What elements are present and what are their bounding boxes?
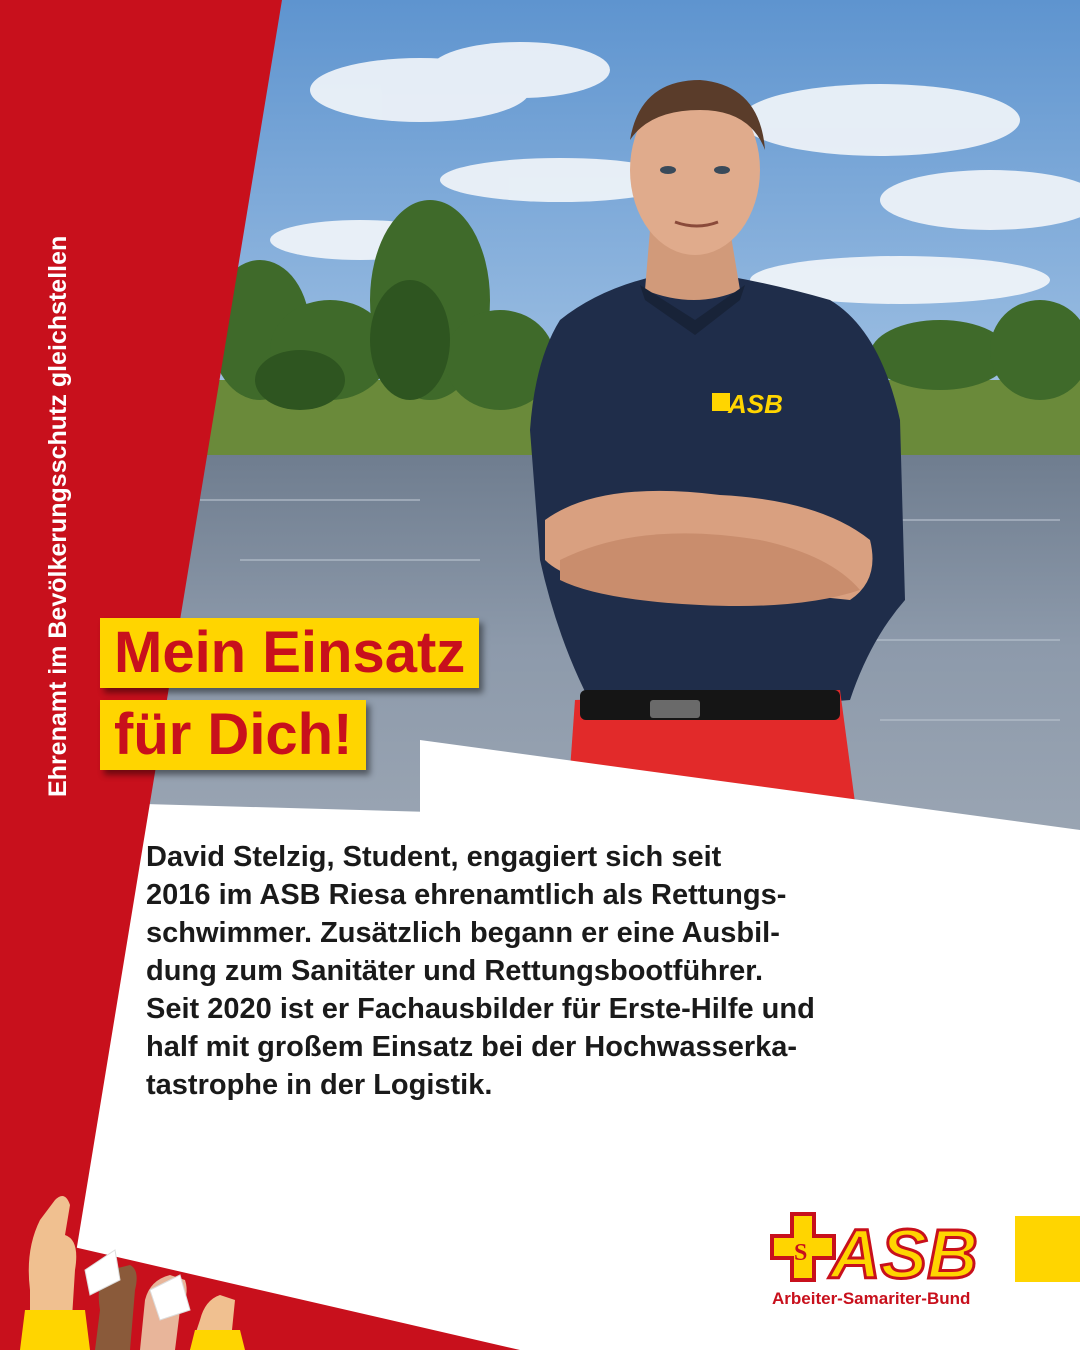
- raised-hands-illustration: [0, 1180, 250, 1350]
- body-line: David Stelzig, Student, engagiert sich seit: [146, 841, 722, 873]
- svg-text:S: S: [794, 1240, 808, 1266]
- body-line: dung zum Sanitäter und Rettungsbootführer.: [146, 955, 764, 987]
- body-line: half mit großem Einsatz bei der Hochwasserka-: [146, 1031, 798, 1063]
- body-line: schwimmer. Zusätzlich begann er eine Ausbil-: [146, 917, 780, 949]
- body-line: 2016 im ASB Riesa ehrenamtlich als Rettungs-: [146, 879, 787, 911]
- headline-line-1: Mein Einsatz: [100, 618, 479, 688]
- samariter-cross-icon: [770, 1212, 836, 1282]
- logo-subtitle: Arbeiter-Samariter-Bund: [772, 1289, 971, 1308]
- vertical-tagline: Ehrenamt im Bevölkerungsschutz gleichstellen: [44, 235, 72, 797]
- body-text: [146, 838, 1046, 1104]
- logo-text: ASB: [830, 1215, 978, 1293]
- headline-line-2: für Dich!: [100, 700, 366, 770]
- body-line: tastrophe in der Logistik.: [146, 1069, 493, 1101]
- shirt-logo-text: ASB: [728, 389, 783, 419]
- body-line: Seit 2020 ist er Fachausbilder für Erste-Hilfe und: [146, 993, 815, 1025]
